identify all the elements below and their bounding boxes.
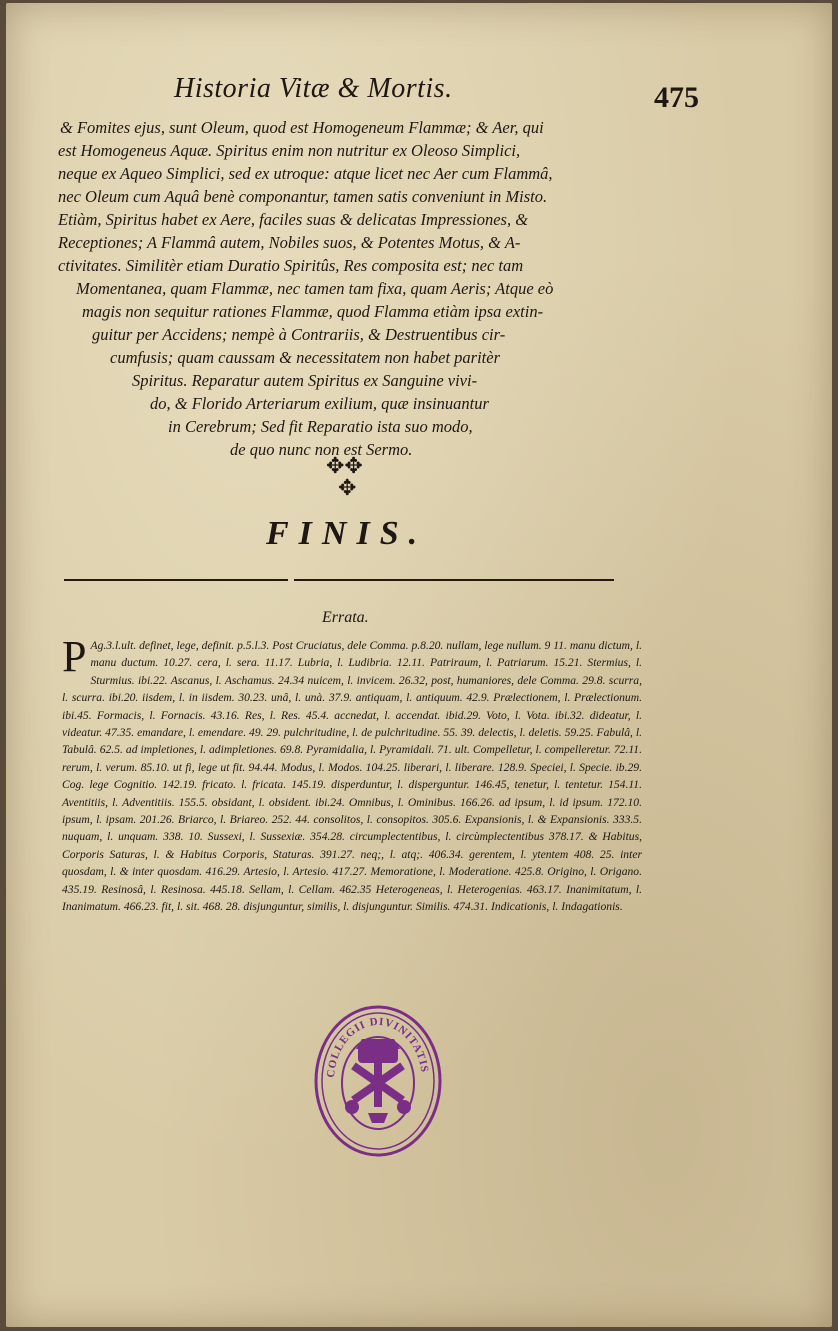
body-line: & Fomites ejus, sunt Oleum, quod est Homogeneum Flammæ; & Aer, qui	[60, 118, 544, 137]
finis-heading: FINIS.	[266, 515, 428, 552]
body-line: cumfusis; quam caussam & necessitatem non habet paritèr	[110, 348, 500, 367]
body-line: magis non sequitur rationes Flammæ, quod Flamma etiàm ipsa extin-	[82, 302, 544, 321]
svg-text:COLLEGII DIVINITATIS: COLLEGII DIVINITATIS	[324, 1015, 431, 1079]
rule-left	[64, 579, 288, 581]
body-line: do, & Florido Arteriarum exilium, quæ insinuantur	[150, 394, 489, 413]
body-line: ctivitates. Similitèr etiam Duratio Spiritûs, Res composita est; nec tam	[58, 256, 524, 275]
library-stamp-seal	[312, 1003, 444, 1159]
ornament-fleuron: ✥	[338, 475, 357, 500]
body-line: in Cerebrum; Sed fit Reparatio ista suo modo,	[168, 417, 473, 436]
rule-right	[294, 579, 614, 581]
book-page	[6, 3, 832, 1327]
body-line: Momentanea, quam Flammæ, nec tamen tam fixa, quam Aeris; Atque eò	[76, 279, 554, 298]
library-stamp	[312, 1003, 444, 1159]
body-line: Receptiones; A Flammâ autem, Nobiles suos, & Potentes Motus, & A-	[58, 233, 521, 252]
body-line: neque ex Aqueo Simplici, sed ex utroque: atque licet nec Aer cum Flammâ,	[58, 164, 553, 183]
page-number: 475	[654, 81, 699, 114]
errata-title: Errata.	[322, 609, 369, 626]
body-line: Etiàm, Spiritus habet ex Aere, faciles suas & delicatas Impressiones, &	[58, 210, 529, 229]
body-line: guitur per Accidens; nempè à Contrariis, & Destruentibus cir-	[92, 325, 506, 344]
ornament-fleuron: ✥✥	[326, 453, 363, 478]
body-line: nec Oleum cum Aquâ benè componantur, tamen satis conveniunt in Misto.	[58, 187, 548, 206]
body-line: Spiritus. Reparatur autem Spiritus ex Sanguine vivi-	[132, 371, 478, 390]
body-line: est Homogeneus Aquæ. Spiritus enim non nutritur ex Oleoso Simplici,	[58, 141, 521, 160]
body-line: de quo nunc non est Sermo.	[230, 440, 413, 459]
errata-body	[62, 632, 642, 916]
running-title: Historia Vitæ & Mortis.	[174, 73, 453, 104]
page-header	[6, 73, 832, 123]
errata-dropcap: P	[62, 632, 87, 681]
errata-text: Ag.3.l.ult. definet, lege, definit. p.5.l.3. Post Cruciatus, dele Comma. p.8.20. nullam, lege nullum. 9 11. manu dictum, l. manu ductum. 10.27. cera, l. sera. 11.17. Lubria, l. Ludibria. 12.11. Patriraum, l. Patriarum. 15.21. Stermius, l. Sturmius. ibi.22. Ascanus, l. Aschamus. 24.34 nuicem, l. invicem. 26.32, post, humaniores, dele Comma. 29.8. scurra, l. scurra. ibi.20. iisdem, l. in iisdem. 30.23. unâ, l. unà. 37.9. antiquam, l. antiquum. 42.9. Prælectionem, l. Prælectionum. ibi.45. Formacis, l. Fornacis. 43.16. Res, l. Res. 45.4. accnedat, l. accendat. ibid.29. Voto, l. Vota. ibi.32. dideatur, l. videatur. 47.35. emandare, l. emendare. 49. 29. pulchritudine, l. de pulchritudine. 55. 39. delectis, l. deletis. 59.25. Fabulâ, l. Tabulâ. 62.5. ad impletiones, l. adimpletiones. 69.8. Pyramidalia, l. Pyramidali. 71. ult. Compelletur, l. compelleretur. 72.11. rerum, l. verum. 85.10. ut fi, lege ut fit. 94.44. Modus, l. Modos. 104.25. liberari, l. liberare. 128.9. Speciei, l. Specie. ib.29. Cog. lege Cognitio. 142.19. fricato. l. fricata. 145.19. disperduntur, l. disperguntur. 146.45, tenetur, l. tentetur. 154.11. Aventitiis, l. Adventitiis. 155.5. obsidant, l. obsident. ibi.24. Omnibus, l. Ominibus. 166.26. ad ipsum, l. id ipsum. 172.10. ipsum, l. ipsam. 201.26. Briarco, l. Briareo. 252. 44. consolitos, l. consopitos. 305.6. Expansionis, l. & Expansionis. 333.5. nuquam, l. unquam. 338. 10. Sussexi, l. Sussexiæ. 354.28. circumplectentibus, l. circùmplectentibus 378.17. & Habitus, Corporis Saturas, l. & Habitus Corporis, Staturas. 391.27. neq;, l. atq;. 406.34. gerentem, l. ytentem 408. 25. inter quosdam, l. & inter quosdam. 416.29. Artesio, l. Artesio. 417.27. Memoratione, l. Moderatione. 425.8. Origino, l. Origano. 435.19. Resinosâ, l. Resinosa. 445.18. Sellam, l. Cellam. 462.35 Heterogeneas, l. Heterogenias. 463.17. Inanimitatum, l. Inanimatum. 466.23. fit, l. sit. 468. 28. disjunguntur, similis, l. disjunguntur. Similis. 474.31. Indicationis, l. Indagationis.	[62, 639, 642, 914]
